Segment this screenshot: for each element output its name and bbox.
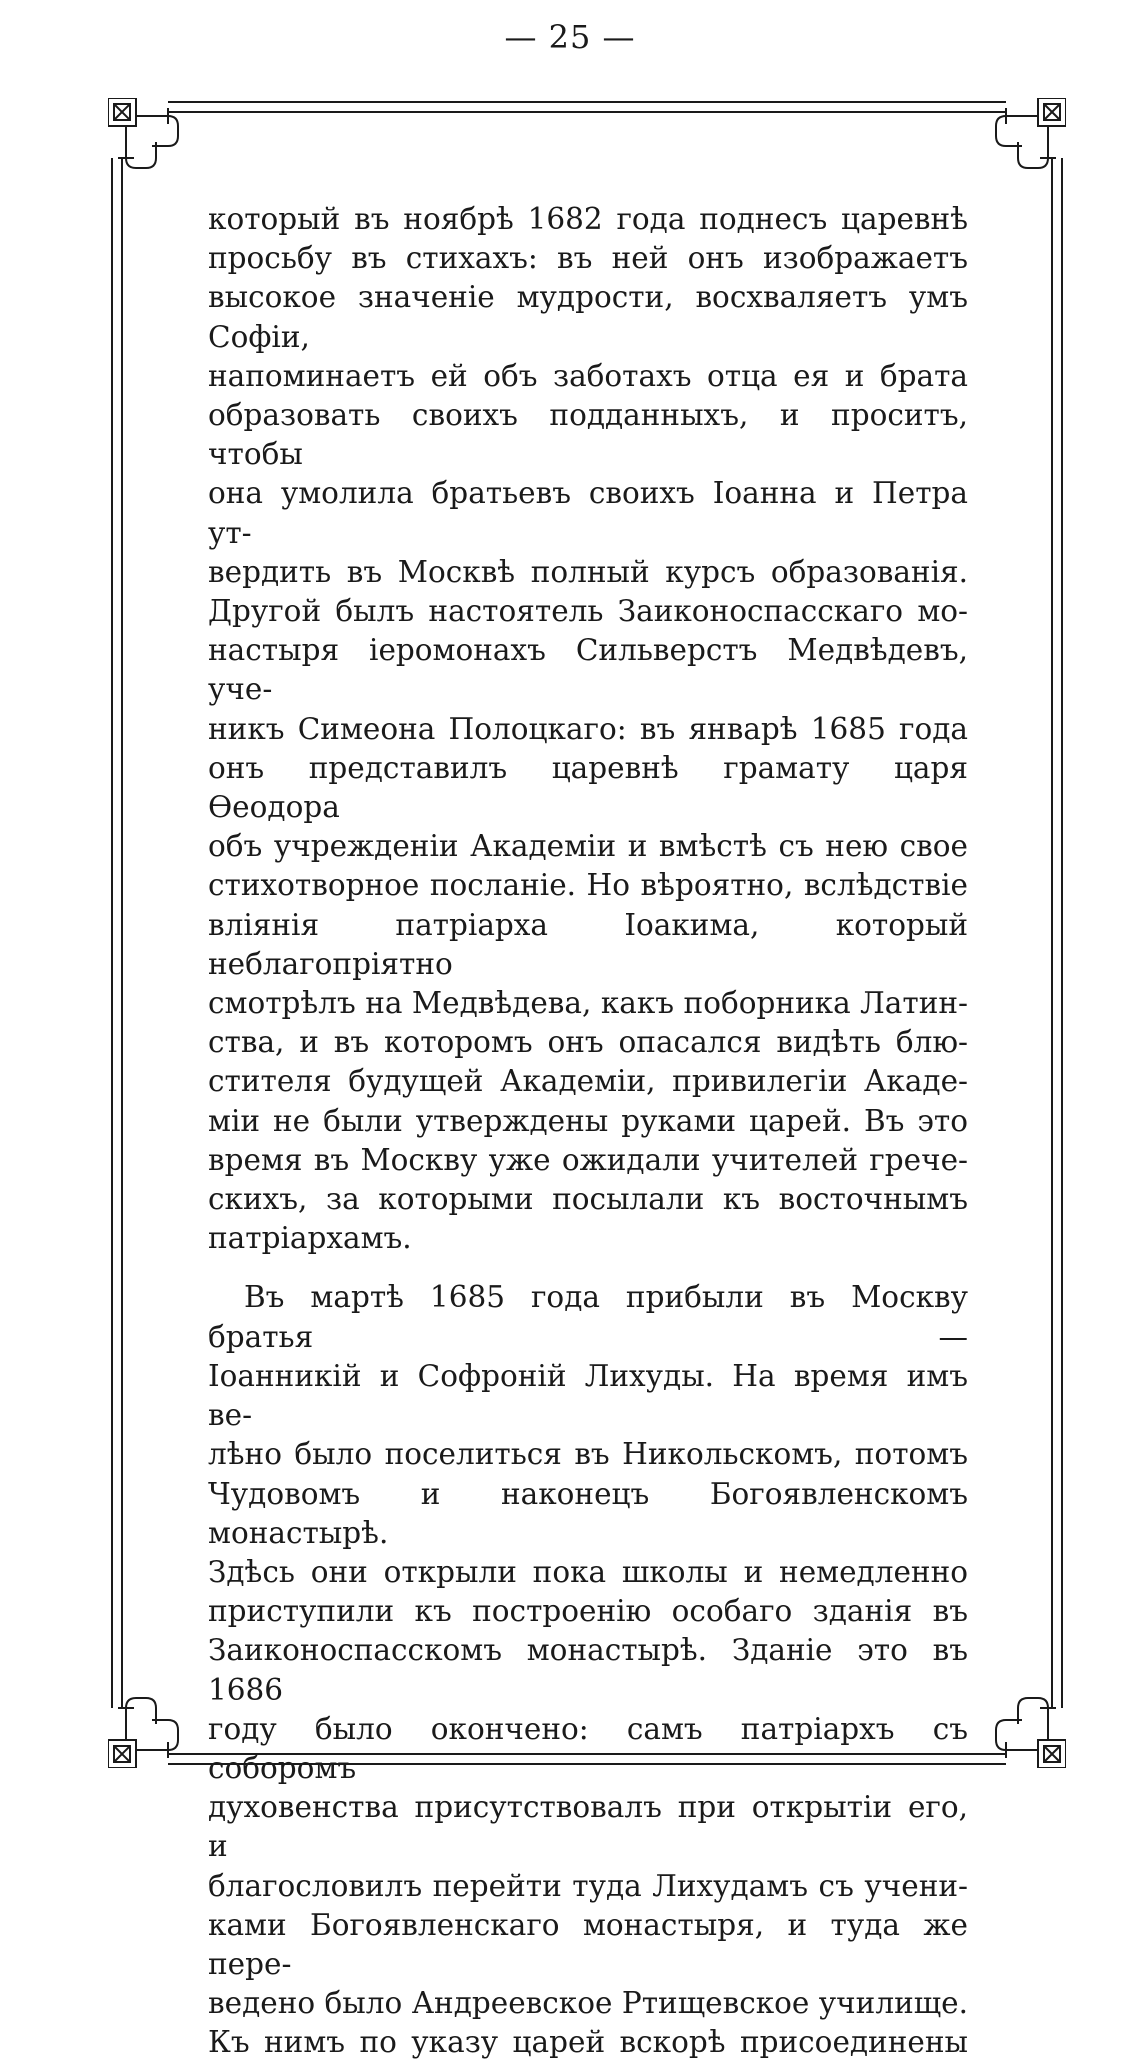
text-line: патріархамъ. — [208, 1221, 412, 1256]
text-line: стителя будущей Академіи, привилегіи Акаде- — [208, 1064, 968, 1099]
text-line: духовенства присутствовалъ при открытіи его, и — [208, 1790, 968, 1864]
corner-ornament-top-left — [108, 98, 178, 168]
text-line: Іоанникій и Софроній Лихуды. На время имъ ве- — [208, 1358, 968, 1433]
text-line: ства, и въ которомъ онъ опасался видѣть блю- — [208, 1025, 968, 1060]
page-number: — 25 — — [504, 18, 636, 56]
text-line: напоминаетъ ей объ заботахъ отца ея и брата — [208, 358, 968, 393]
text-line: Здѣсь они открыли пока школы и немедленно — [208, 1554, 968, 1589]
text-line: приступили къ построенію особаго зданія въ — [208, 1594, 968, 1629]
text-line: скихъ, за которыми посылали къ восточнымъ — [208, 1182, 968, 1217]
corner-ornament-top-right — [996, 98, 1066, 168]
paragraph-2 — [208, 1278, 968, 2062]
text-line: стихотворное посланіе. Но вѣроятно, вслѣдствіе — [208, 868, 968, 903]
paragraph-1 — [208, 200, 968, 1258]
text-line: она умолила братьевъ своихъ Іоанна и Петра ут- — [208, 476, 968, 550]
text-line: настыря іеромонахъ Сильверстъ Медвѣдевъ, уче- — [208, 633, 968, 707]
text-line: году было окончено: самъ патріархъ съ соборомъ — [208, 1711, 968, 1785]
text-line: благословилъ перейти туда Лихудамъ съ учени- — [208, 1868, 968, 1903]
text-line: объ учрежденіи Академіи и вмѣстѣ съ нею свое — [208, 829, 968, 864]
corner-ornament-bottom-right — [996, 1698, 1066, 1768]
text-line: высокое значеніе мудрости, восхваляетъ умъ Софіи, — [208, 280, 968, 354]
text-line: Другой былъ настоятель Заиконоспасскаго мо- — [208, 594, 968, 629]
text-line: міи не были утверждены руками царей. Въ это — [208, 1103, 968, 1138]
corner-ornament-bottom-left — [108, 1698, 178, 1768]
text-line: ведено было Андреевское Ртищевское училище. — [208, 1986, 968, 2021]
text-line: вердить въ Москвѣ полный курсъ образованія. — [208, 554, 968, 589]
text-line: Въ мартѣ 1685 года прибыли въ Москву братья — — [208, 1280, 968, 1354]
text-line: Заиконоспасскомъ монастырѣ. Зданіе это въ 1686 — [208, 1633, 968, 1707]
text-line: время въ Москву уже ожидали учителей грече- — [208, 1142, 968, 1177]
text-line: просьбу въ стихахъ: въ ней онъ изображаетъ — [208, 241, 968, 276]
text-line: образовать своихъ подданныхъ, и проситъ, чтобы — [208, 398, 968, 472]
text-line: Къ нимъ по указу царей вскорѣ присоединены — [208, 2025, 968, 2060]
text-line: никъ Симеона Полоцкаго: въ январѣ 1685 года — [208, 711, 968, 746]
text-line: лѣно было поселиться въ Никольскомъ, потомъ — [208, 1437, 968, 1472]
text-line: смотрѣлъ на Медвѣдева, какъ поборника Латин- — [208, 986, 968, 1021]
text-line: ками Богоявленскаго монастыря, и туда же пере- — [208, 1907, 968, 1981]
text-line: онъ представилъ царевнѣ грамату царя Ѳеодора — [208, 750, 968, 825]
text-line: который въ ноябрѣ 1682 года поднесъ царевнѣ — [208, 202, 968, 236]
text-line: Чудовомъ и наконецъ Богоявленскомъ монастырѣ. — [208, 1476, 968, 1550]
body-text — [208, 200, 968, 2063]
text-line: вліянія патріарха Іоакима, который неблагопріятно — [208, 907, 968, 981]
